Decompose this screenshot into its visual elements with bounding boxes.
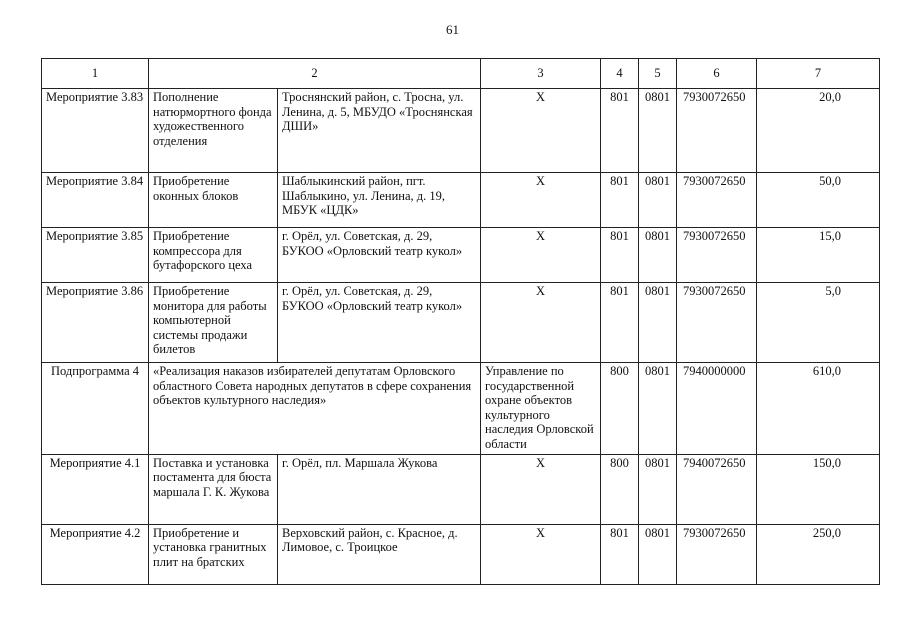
header-col-4: 4 [601, 59, 639, 89]
cell-col-5: 0801 [639, 283, 677, 363]
cell-col-5: 0801 [639, 89, 677, 173]
cell-col-5: 0801 [639, 228, 677, 283]
table-row [42, 524, 880, 584]
header-row [42, 59, 880, 89]
table-row [42, 283, 880, 363]
cell-address: г. Орёл, ул. Советская, д. 29, БУКОО «Орловский театр кукол» [278, 228, 481, 283]
cell-col-5: 0801 [639, 524, 677, 584]
cell-amount: 5,0 [757, 283, 880, 363]
cell-address: г. Орёл, пл. Маршала Жукова [278, 454, 481, 524]
cell-subprogram-title: «Реализация наказов избирателей депутатам Орловского областного Совета народных депутатов в сфере сохранения объектов культурного наследия» [149, 363, 481, 455]
page-number: 61 [446, 22, 459, 37]
cell-col-5: 0801 [639, 173, 677, 228]
cell-col-4: 801 [601, 89, 639, 173]
cell-executor: Х [481, 89, 601, 173]
cell-measure: Мероприятие 3.84 [42, 173, 149, 228]
cell-amount: 610,0 [757, 363, 880, 455]
cell-col-6: 7930072650 [677, 89, 757, 173]
cell-description: Приобретение и установка гранитных плит на братских [149, 524, 278, 584]
cell-executor: Х [481, 454, 601, 524]
table-row-subprogram [42, 363, 880, 455]
cell-measure: Мероприятие 3.83 [42, 89, 149, 173]
cell-address: Верховский район, с. Красное, д. Лимовое, с. Троицкое [278, 524, 481, 584]
cell-col-6: 7930072650 [677, 283, 757, 363]
cell-amount: 15,0 [757, 228, 880, 283]
cell-amount: 150,0 [757, 454, 880, 524]
cell-description: Пополнение натюрмортного фонда художественного отделения [149, 89, 278, 173]
cell-description: Приобретение монитора для работы компьютерной системы продажи билетов [149, 283, 278, 363]
cell-description: Приобретение компрессора для бутафорского цеха [149, 228, 278, 283]
cell-col-6: 7940072650 [677, 454, 757, 524]
cell-col-4: 801 [601, 283, 639, 363]
cell-executor: Управление по государственной охране объектов культурного наследия Орловской области [481, 363, 601, 455]
header-col-6: 6 [677, 59, 757, 89]
cell-col-4: 800 [601, 363, 639, 455]
header-col-7: 7 [757, 59, 880, 89]
cell-description: Поставка и установка постамента для бюста маршала Г. К. Жукова [149, 454, 278, 524]
cell-executor: Х [481, 228, 601, 283]
header-col-5: 5 [639, 59, 677, 89]
cell-address: Шаблыкинский район, пгт. Шаблыкино, ул. Ленина, д. 19, МБУК «ЦДК» [278, 173, 481, 228]
cell-col-6: 7930072650 [677, 524, 757, 584]
cell-col-4: 800 [601, 454, 639, 524]
cell-col-4: 801 [601, 173, 639, 228]
cell-executor: Х [481, 283, 601, 363]
table-row [42, 228, 880, 283]
header-col-2: 2 [149, 59, 481, 89]
cell-col-4: 801 [601, 524, 639, 584]
table-row [42, 454, 880, 524]
cell-executor: Х [481, 173, 601, 228]
cell-col-6: 7930072650 [677, 173, 757, 228]
cell-amount: 20,0 [757, 89, 880, 173]
cell-amount: 250,0 [757, 524, 880, 584]
table-row [42, 173, 880, 228]
cell-measure: Мероприятие 4.1 [42, 454, 149, 524]
budget-table [41, 58, 880, 585]
cell-col-6: 7930072650 [677, 228, 757, 283]
cell-description: Приобретение оконных блоков [149, 173, 278, 228]
header-col-3: 3 [481, 59, 601, 89]
table-row [42, 89, 880, 173]
cell-col-6: 7940000000 [677, 363, 757, 455]
cell-col-5: 0801 [639, 363, 677, 455]
cell-col-5: 0801 [639, 454, 677, 524]
header-col-1: 1 [42, 59, 149, 89]
cell-measure: Мероприятие 3.86 [42, 283, 149, 363]
cell-address: г. Орёл, ул. Советская, д. 29, БУКОО «Орловский театр кукол» [278, 283, 481, 363]
cell-measure: Мероприятие 4.2 [42, 524, 149, 584]
cell-address: Троснянский район, с. Тросна, ул. Ленина, д. 5, МБУДО «Троснянская ДШИ» [278, 89, 481, 173]
cell-executor: Х [481, 524, 601, 584]
cell-col-4: 801 [601, 228, 639, 283]
cell-amount: 50,0 [757, 173, 880, 228]
cell-measure: Мероприятие 3.85 [42, 228, 149, 283]
cell-subprogram: Подпрограмма 4 [42, 363, 149, 455]
